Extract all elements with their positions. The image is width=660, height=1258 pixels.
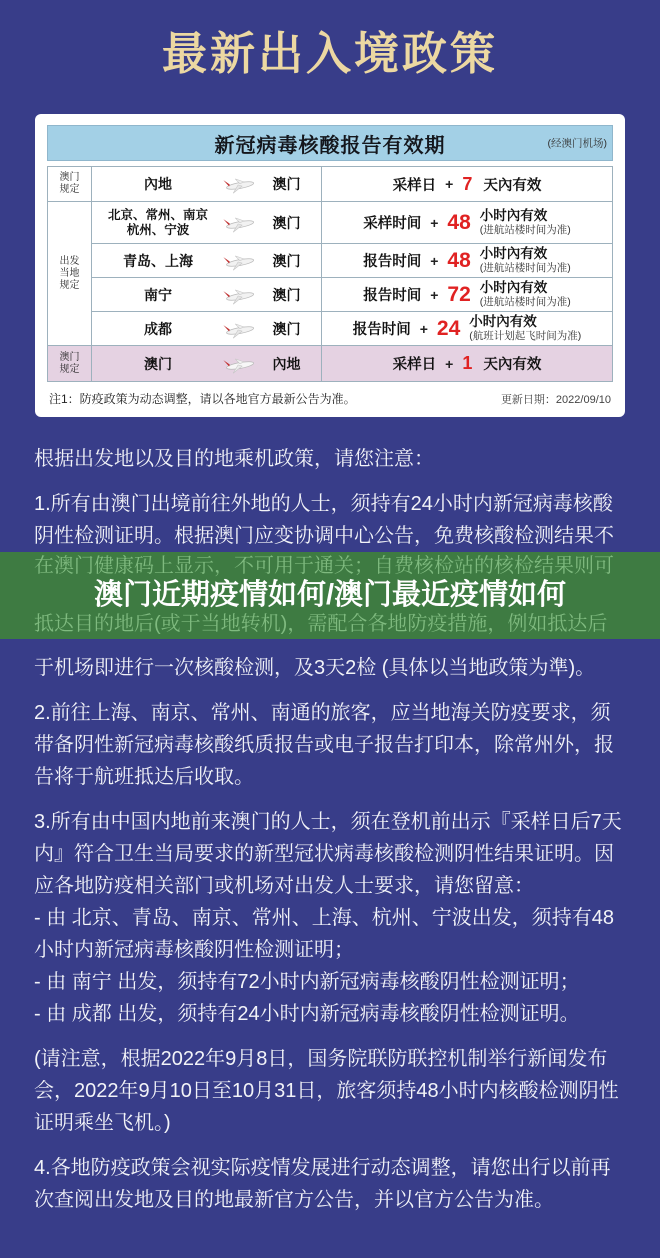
destination-city: 澳门 — [272, 176, 301, 192]
origin-city: 澳门 — [144, 355, 172, 372]
table-row — [92, 201, 322, 243]
via-airport-note: (经澳门机场) — [547, 137, 607, 150]
plus-sign: + — [419, 320, 428, 337]
time-label: 采样日 — [392, 357, 437, 373]
page-title: 最新出入境政策 — [161, 28, 498, 79]
intro-paragraph: 根据出发地以及目的地乘机政策，请您注意： — [34, 448, 434, 470]
destination-city: 澳门 — [272, 286, 301, 303]
covered-text-bottom: 抵达目的地后(或于当地转机)，需配合各地防疫措施，例如抵达后 — [34, 613, 608, 635]
table-row — [92, 243, 322, 277]
bullet-chengdu: - 由 成都 出发，须持有24小时内新冠病毒核酸阴性检测证明。 — [34, 1003, 580, 1025]
validity-note: (进航站楼时间为准) — [479, 295, 571, 308]
destination-city: 澳门 — [272, 252, 301, 269]
validity-cell — [322, 243, 612, 277]
table-row — [92, 277, 322, 311]
validity-table-card — [35, 114, 625, 417]
destination-city: 澳门 — [272, 214, 301, 231]
validity-cell — [322, 345, 612, 381]
time-label: 报告时间 — [352, 322, 411, 338]
plus-sign: + — [430, 214, 439, 231]
table-row — [92, 311, 322, 345]
validity-cell — [322, 277, 612, 311]
validity-note: (航班计划起飞时间为准) — [469, 329, 582, 342]
plus-sign: + — [430, 286, 439, 303]
airplane-icon — [216, 284, 260, 306]
airplane-icon — [216, 173, 260, 195]
table-title: 新冠病毒核酸报告有效期 — [214, 134, 446, 157]
validity-unit: 小时內有效 — [479, 245, 548, 261]
origin-city: 南宁 — [144, 286, 172, 303]
disclaimer-note: 注1：防疫政策为动态调整，请以各地官方最新公告为准。 — [49, 392, 356, 406]
table-row — [92, 167, 322, 201]
destination-city: 澳门 — [272, 320, 301, 337]
validity-value: 24 — [436, 316, 461, 340]
validity-table — [47, 166, 613, 382]
validity-cell — [322, 167, 612, 201]
airplane-icon — [216, 250, 260, 272]
bullet-nanning: - 由 南宁 出发，须持有72小时内新冠病毒核酸阴性检测证明； — [34, 971, 580, 993]
rail-label: 澳门 规定 — [48, 345, 92, 381]
covered-text-top: 在澳门健康码上显示，不可用于通关；自费核检站的核检结果则可 — [34, 555, 614, 577]
paragraph-3: 3.所有由中国内地前来澳门的人士，须在登机前出示『采样日后7天内』符合卫生当局要求的新型冠状病毒核酸检测阴性结果证明。因应各地防疫相关部门或机场对出发人士要求，请您留意： — [34, 811, 622, 897]
policy-text — [34, 443, 626, 1216]
airplane-icon — [216, 212, 260, 234]
plus-sign: + — [445, 176, 454, 192]
banner-title[interactable]: 澳门近期疫情如何/澳门最近疫情如何 — [93, 579, 567, 611]
validity-note: (进航站楼时间为准) — [479, 223, 571, 236]
rail-label-departure: 出发 当地 规定 — [48, 201, 92, 345]
notice-paragraph: (请注意，根据2022年9月8日，国务院联防联控机制举行新闻发布会，2022年9月10日至10月31日，旅客须持48小时内核酸检测阴性证明乘坐飞机。) — [34, 1048, 619, 1134]
validity-value: 72 — [447, 282, 471, 306]
validity-note: (进航站楼时间为准) — [479, 261, 571, 274]
paragraph-4: 4.各地防疫政策会视实际疫情发展进行动态调整，请您出行以前再次查阅出发地及目的地最新官方公告，并以官方公告为准。 — [34, 1157, 611, 1211]
table-row-highlight — [92, 345, 322, 381]
table-header — [47, 125, 613, 161]
time-label: 采样日 — [392, 177, 437, 194]
overlay-banner[interactable] — [0, 552, 660, 639]
origin-city: 青岛、上海 — [123, 252, 193, 269]
airplane-icon — [216, 318, 260, 340]
time-label: 报告时间 — [363, 288, 422, 304]
origin-city: 成都 — [144, 320, 172, 337]
destination-city: 內地 — [272, 355, 301, 372]
rail-label: 澳门 规定 — [48, 167, 92, 201]
plus-sign: + — [430, 252, 439, 269]
paragraph-1b: 于机场即进行一次核酸检测，及3天2检 (具体以当地政策为準)。 — [34, 657, 596, 679]
validity-value: 1 — [462, 353, 473, 373]
origin-city: 內地 — [144, 176, 172, 192]
validity-value: 48 — [447, 210, 471, 234]
validity-cell — [322, 311, 612, 345]
airplane-icon — [216, 353, 260, 375]
validity-value: 48 — [447, 248, 471, 272]
paragraph-1a: 1.所有由澳门出境前往外地的人士，须持有24小时内新冠病毒核酸阴性检测证明。根据澳门应变协调中心公告，免费核酸检测结果不 — [34, 493, 614, 547]
plus-sign: + — [445, 355, 454, 372]
validity-unit: 小时內有效 — [479, 207, 548, 223]
bullet-beijing: - 由 北京、青岛、南京、常州、上海、杭州、宁波出发，须持有48小时内新冠病毒核酸阴性检测证明； — [34, 907, 615, 961]
paragraph-2: 2.前往上海、南京、常州、南通的旅客，应当地海关防疫要求，须带备阴性新冠病毒核酸纸质报告或电子报告打印本，除常州外，报告将于航班抵达后收取。 — [34, 702, 614, 788]
update-date: 更新日期：2022/09/10 — [500, 393, 611, 406]
time-label: 采样时间 — [363, 216, 422, 232]
validity-unit: 天內有效 — [483, 177, 542, 194]
origin-city: 北京、常州、南京 杭州、宁波 — [107, 207, 208, 237]
time-label: 报告时间 — [363, 254, 422, 270]
validity-cell — [322, 201, 612, 243]
validity-unit: 小时內有效 — [469, 313, 537, 329]
validity-value: 7 — [462, 173, 473, 194]
validity-unit: 小时內有效 — [479, 279, 548, 295]
validity-unit: 天內有效 — [483, 357, 542, 373]
